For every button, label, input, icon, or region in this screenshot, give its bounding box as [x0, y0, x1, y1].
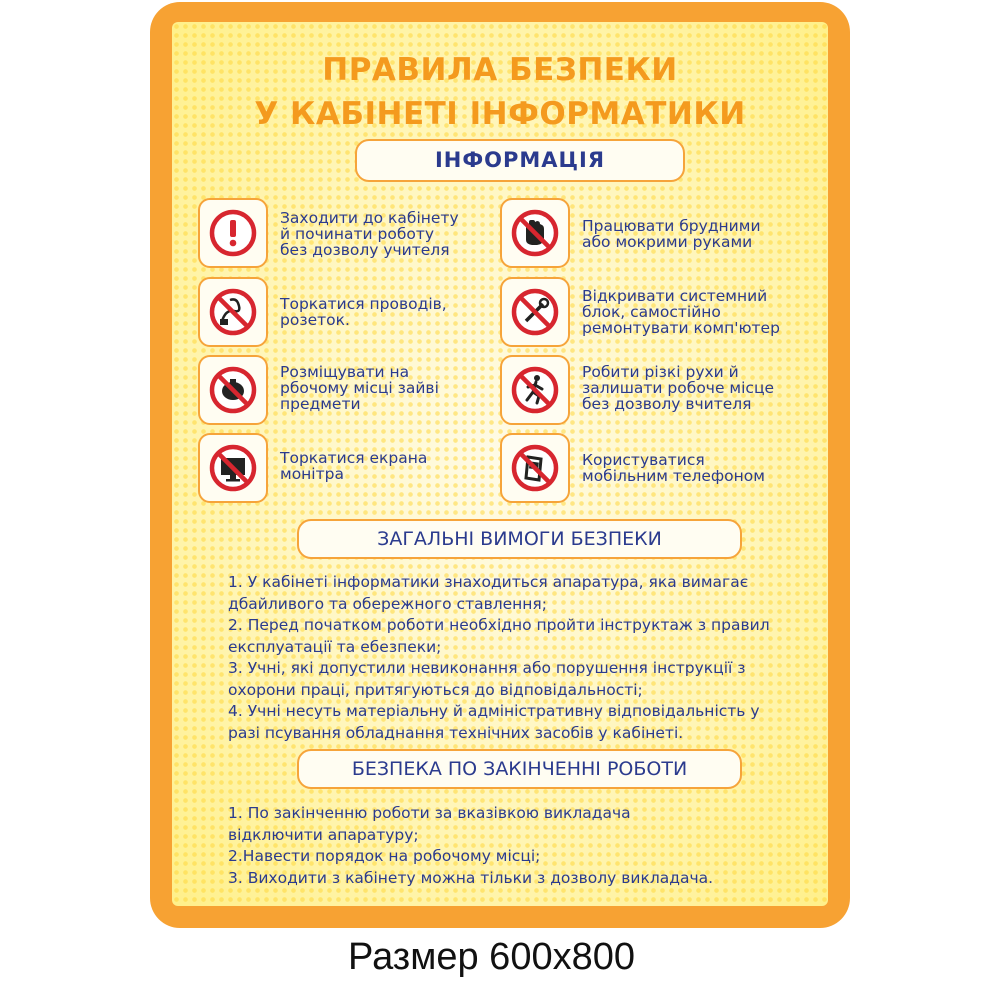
list-item: 1. У кабінеті інформатики знаходиться апаратура, яка вимагає дбайливого та обережного ставлення; — [228, 573, 749, 613]
rule-text-3: Торкатися проводів, розеток. — [280, 295, 447, 329]
no-repair-icon — [500, 277, 570, 347]
safety-poster — [150, 2, 850, 928]
rule-text-8: Користуватися мобільним телефоном — [582, 451, 765, 485]
rule-text-1: Заходити до кабінету й починати роботу без дозволу учителя — [280, 209, 459, 259]
list-item: 3. Виходити з кабінету можна тільки з дозволу викладача. — [228, 868, 714, 887]
size-caption: Размер 600x800 — [348, 936, 635, 978]
list-item: 2. Перед початком роботи необхідно пройти інструктаж з правил експлуатації та ебезпеки; — [228, 616, 770, 656]
title-line-2: У КАБІНЕТІ ІНФОРМАТИКИ — [254, 96, 746, 132]
general-section-header: ЗАГАЛЬНІ ВИМОГИ БЕЗПЕКИ — [297, 519, 742, 559]
rule-text-5: Розміщувати на рбочому місці зайві предмети — [280, 363, 439, 413]
info-section-header: ІНФОРМАЦІЯ — [355, 139, 685, 182]
no-screen-touch-icon — [198, 433, 268, 503]
no-wet-hands-icon — [500, 198, 570, 268]
end-section-header: БЕЗПЕКА ПО ЗАКІНЧЕННІ РОБОТИ — [297, 749, 742, 789]
rule-text-6: Робити різкі рухи й залишати робоче місце без дозволу вчителя — [582, 363, 775, 413]
no-objects-icon — [198, 355, 268, 425]
no-wires-icon — [198, 277, 268, 347]
poster-title — [172, 48, 828, 136]
rule-text-7: Торкатися екрана монітра — [280, 449, 428, 483]
title-line-1: ПРАВИЛА БЕЗПЕКИ — [322, 52, 678, 88]
rule-text-4: Відкривати системний блок, самостійно ремонтувати комп'ютер — [582, 287, 780, 337]
list-item: 4. Учні несуть матеріальну й адміністративну відповідальність у разі псування обладнання технічних засобів у кабінеті. — [228, 702, 760, 742]
rule-text-2: Працювати брудними або мокрими руками — [582, 217, 761, 251]
no-running-icon — [500, 355, 570, 425]
no-phone-icon — [500, 433, 570, 503]
list-item: 1. По закінченню роботи за вказівкою викладача відключити апаратуру; — [228, 804, 631, 844]
poster-body — [172, 22, 828, 906]
general-requirements-list — [228, 572, 788, 744]
end-of-work-list — [228, 803, 788, 889]
list-item: 3. Учні, які допустили невиконання або порушення інструкції з охорони праці, притягуються до відповідальності; — [228, 659, 746, 699]
list-item: 2.Навести порядок на робочому місці; — [228, 847, 541, 865]
exclamation-icon — [198, 198, 268, 268]
